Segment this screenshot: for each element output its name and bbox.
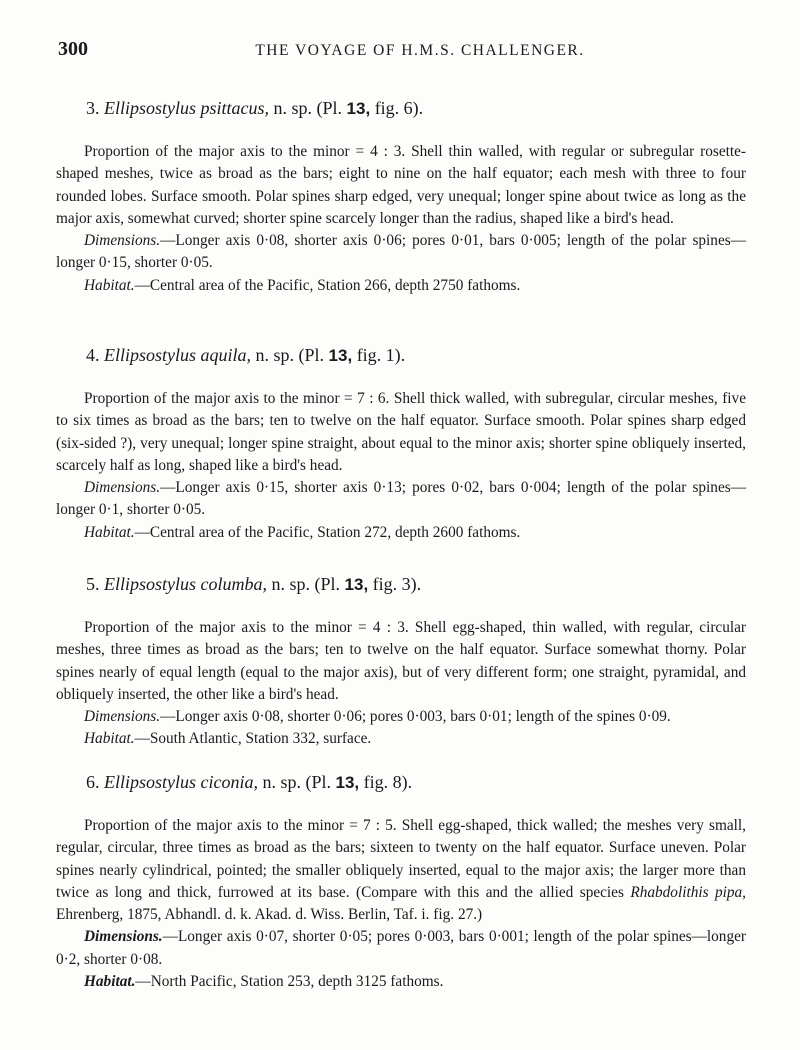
species-name: Ellipsostylus ciconia, — [104, 772, 258, 792]
species-name: Ellipsostylus aquila, — [104, 345, 252, 365]
plate-number: 13, — [346, 99, 371, 118]
plate-open: (Pl. — [305, 772, 332, 792]
plate-number: 13, — [328, 346, 353, 365]
species-number: 5. — [86, 574, 100, 594]
habitat-text: —North Pacific, Station 253, depth 3125 fathoms. — [135, 973, 444, 991]
species-entry-ciconia — [56, 772, 746, 993]
dimensions-line — [56, 926, 746, 971]
habitat-text: —Central area of the Pacific, Station 266, depth 2750 fathoms. — [134, 276, 521, 294]
habitat-line — [56, 728, 746, 750]
species-number: 4. — [86, 345, 100, 365]
species-status: n. sp. — [255, 345, 295, 365]
species-description — [56, 815, 746, 926]
plate-open: (Pl. — [316, 98, 343, 118]
species-status: n. sp. — [262, 772, 301, 792]
species-name: Ellipsostylus psittacus, — [104, 98, 270, 118]
species-title — [86, 345, 746, 366]
habitat-label: Habitat. — [84, 973, 136, 991]
dimensions-line — [56, 706, 746, 728]
habitat-line — [56, 971, 746, 993]
dimensions-text: —Longer axis 0·08, shorter 0·06; pores 0·003, bars 0·01; length of the spines 0·09. — [160, 708, 671, 726]
habitat-label: Habitat. — [84, 730, 135, 748]
dimensions-label: Dimensions. — [84, 232, 161, 250]
species-entry-aquila — [56, 345, 746, 544]
species-entry-columba — [56, 574, 746, 751]
species-status: n. sp. — [271, 574, 311, 594]
habitat-line — [56, 522, 746, 544]
dimensions-line — [56, 477, 746, 522]
dimensions-label: Dimensions. — [84, 479, 161, 497]
description-text: Proportion of the major axis to the minor = 7 : 5. Shell egg-shaped, thick walled; the meshes very small, regular, circular, three times as broad as the bars; sixteen to twenty on the half equator. Surface uneven. Polar spines nearly cylindrical, pointed; the smaller obliquely inserted, equal to the major axis; the larger more than twice as long and thick, furrowed at its base. (Compare with this and the allied species — [56, 817, 746, 901]
figure-ref: fig. 8). — [363, 772, 413, 792]
habitat-text: —South Atlantic, Station 332, surface. — [134, 730, 372, 748]
running-head: THE VOYAGE OF H.M.S. CHALLENGER. — [255, 42, 585, 59]
figure-ref: fig. 3). — [372, 574, 422, 594]
compared-species-name: Rhabdolithis pipa, — [630, 883, 746, 901]
species-description: Proportion of the major axis to the minor = 4 : 3. Shell egg-shaped, thin walled, with regular, circular meshes, three times as broad as the bars; ten to twelve on the half equator. Surface somewhat thorny. Polar spines nearly of equal length (equal to the major axis), but of very different form; one straight, pyramidal, and obliquely inserted, the other like a bird's head. — [56, 619, 746, 703]
species-number: 3. — [86, 98, 100, 118]
dimensions-text: —Longer axis 0·07, shorter 0·05; pores 0·003, bars 0·001; length of the polar spines—longer 0·2, shorter 0·08. — [56, 928, 746, 968]
habitat-label: Habitat. — [84, 276, 135, 294]
dimensions-text: —Longer axis 0·08, shorter axis 0·06; pores 0·01, bars 0·005; length of the polar spines—longer 0·15, shorter 0·05. — [56, 232, 746, 272]
species-description: Proportion of the major axis to the minor = 7 : 6. Shell thick walled, with subregular, circular meshes, five to six times as broad as the bars; ten to twelve on the half equator. Surface smooth. Polar spines sharp edged (six-sided ?), very unequal; longer spine straight, about equal to the minor axis; shorter spine obliquely inserted, scarcely half as long, shaped like a bird's head. — [56, 390, 746, 474]
page-number: 300 — [58, 38, 88, 60]
dimensions-line — [56, 230, 746, 275]
plate-open: (Pl. — [298, 345, 325, 365]
species-number: 6. — [86, 772, 100, 792]
habitat-text: —Central area of the Pacific, Station 272, depth 2600 fathoms. — [134, 523, 521, 541]
figure-ref: fig. 1). — [356, 345, 406, 365]
species-entry-psittacus — [56, 98, 746, 297]
plate-number: 13, — [344, 575, 369, 594]
description-citation: Ehrenberg, 1875, Abhandl. d. k. Akad. d. Wiss. Berlin, Taf. i. fig. 27.) — [56, 906, 483, 924]
habitat-line — [56, 275, 746, 297]
species-title — [86, 574, 746, 595]
dimensions-label: Dimensions. — [84, 708, 161, 726]
species-status: n. sp. — [273, 98, 313, 118]
plate-open: (Pl. — [314, 574, 341, 594]
plate-number: 13, — [335, 773, 360, 792]
species-name: Ellipsostylus columba, — [104, 574, 267, 594]
dimensions-text: —Longer axis 0·15, shorter axis 0·13; pores 0·02, bars 0·004; length of the polar spines—longer 0·1, shorter 0·05. — [56, 479, 746, 519]
habitat-label: Habitat. — [84, 523, 135, 541]
species-title — [86, 98, 746, 119]
species-title — [86, 772, 746, 793]
dimensions-label: Dimensions. — [84, 928, 163, 946]
species-description: Proportion of the major axis to the minor = 4 : 3. Shell thin walled, with regular or subregular rosette-shaped meshes, twice as broad as the bars; eight to nine on the half equator; each mesh with three to four rounded lobes. Surface smooth. Polar spines sharp edged, very unequal; longer spine about twice as long as the major axis, somewhat curved; shorter spine scarcely longer than the radius, shaped like a bird's head. — [56, 143, 746, 227]
figure-ref: fig. 6). — [374, 98, 424, 118]
